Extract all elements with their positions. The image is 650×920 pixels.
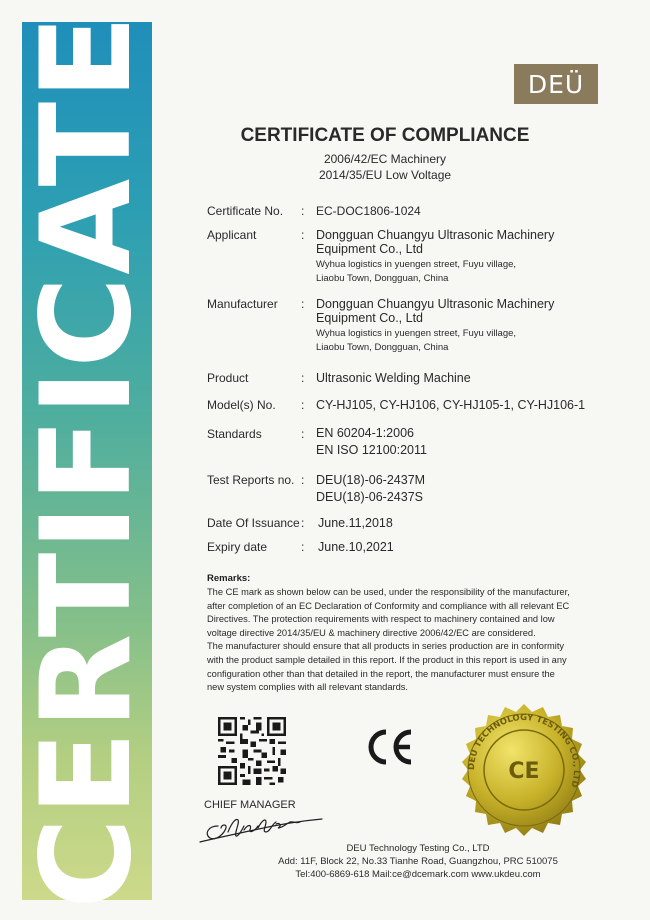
remarks-line: configuration other than that detailed in the report, the manufacturer must ensure the	[207, 668, 555, 679]
applicant-address-2: Liaobu Town, Dongguan, China	[316, 273, 449, 284]
colon: :	[301, 473, 305, 487]
manufacturer-label: Manufacturer	[207, 297, 278, 311]
footer-address: Add: 11F, Block 22, No.33 Tianhe Road, Guangzhou, PRC 510075	[278, 856, 558, 867]
standards-label: Standards	[207, 427, 262, 441]
remarks-line: new system complies with all relevant standards.	[207, 682, 408, 693]
signature-icon	[196, 812, 326, 846]
certificate-no-value: EC-DOC1806-1024	[316, 204, 421, 218]
seal-ce: CE	[508, 759, 540, 784]
remarks-text	[207, 586, 607, 695]
manufacturer-name-2: Equipment Co., Ltd	[316, 311, 424, 325]
expiry-label: Expiry date	[207, 540, 268, 554]
footer-company: DEU Technology Testing Co., LTD	[346, 843, 490, 854]
applicant-label: Applicant	[207, 228, 257, 242]
deu-logo: DEÜ	[514, 64, 598, 104]
applicant-address-1: Wyhua logistics in yuengen street, Fuyu village,	[316, 259, 517, 270]
standard-2: EN ISO 12100:2011	[316, 443, 427, 457]
colon: :	[301, 540, 305, 554]
remarks-line: The manufacturer should ensure that all products in series production are in conformity	[207, 641, 565, 652]
applicant-name-2: Equipment Co., Ltd	[316, 242, 424, 256]
test-report-1: DEU(18)-06-2437M	[316, 473, 426, 487]
colon: :	[301, 228, 305, 242]
remarks-line: The CE mark as shown below can be used, under the responsibility of the manufacturer,	[207, 587, 570, 597]
chief-manager-label: CHIEF MANAGER	[204, 799, 296, 811]
band-text: CERTIFICATE	[15, 13, 159, 909]
remarks-line: with the product sample detailed in this report. If the product in this report is used in any	[207, 654, 567, 665]
colon: :	[301, 371, 305, 385]
test-reports-label: Test Reports no.	[207, 473, 295, 487]
product-value: Ultrasonic Welding Machine	[316, 371, 471, 385]
colon: :	[301, 516, 305, 530]
expiry-value: June.10,2021	[318, 540, 394, 554]
footer-contact: Tel:400-6869-618 Mail:ce@dcemark.com www.ukdeu.com	[295, 869, 541, 880]
test-report-2: DEU(18)-06-2437S	[316, 490, 423, 504]
colon: :	[301, 398, 305, 412]
directive-machinery: 2006/42/EC Machinery	[323, 152, 447, 166]
remarks-line: after completion of an EC Declaration of Conformity and compliance with all relevant EC	[207, 600, 570, 611]
gold-seal-icon	[452, 702, 596, 838]
ce-mark-icon	[364, 727, 416, 767]
manufacturer-address-2: Liaobu Town, Dongguan, China	[316, 342, 449, 353]
remarks-heading: Remarks:	[207, 573, 251, 584]
certificate-no-label: Certificate No.	[207, 204, 284, 218]
certificate-title: CERTIFICATE OF COMPLIANCE	[240, 125, 530, 146]
directive-low-voltage: 2014/35/EU Low Voltage	[318, 168, 452, 182]
colon: :	[301, 297, 305, 311]
colon: :	[301, 204, 305, 218]
applicant-name-1: Dongguan Chuangyu Ultrasonic Machinery	[316, 228, 555, 242]
models-label: Model(s) No.	[207, 398, 276, 412]
remarks-line: Directives. The protection requirements with respect to machinery contained and low	[207, 614, 555, 625]
remarks-line: voltage directive 2014/35/EU & machinery directive 2006/42/EC are considered.	[207, 627, 536, 638]
manufacturer-name-1: Dongguan Chuangyu Ultrasonic Machinery	[316, 297, 555, 311]
qr-code-icon	[218, 717, 286, 785]
models-value: CY-HJ105, CY-HJ106, CY-HJ105-1, CY-HJ106-1	[316, 398, 586, 412]
issuance-label: Date Of Issuance	[207, 516, 300, 530]
issuance-value: June.11,2018	[318, 516, 393, 530]
colon: :	[301, 427, 305, 441]
manufacturer-address-1: Wyhua logistics in yuengen street, Fuyu village,	[316, 328, 517, 339]
standard-1: EN 60204-1:2006	[316, 426, 414, 440]
product-label: Product	[207, 371, 249, 385]
seal-text: DEU TECHNOLOGY TESTING CO., LTD	[466, 712, 582, 789]
